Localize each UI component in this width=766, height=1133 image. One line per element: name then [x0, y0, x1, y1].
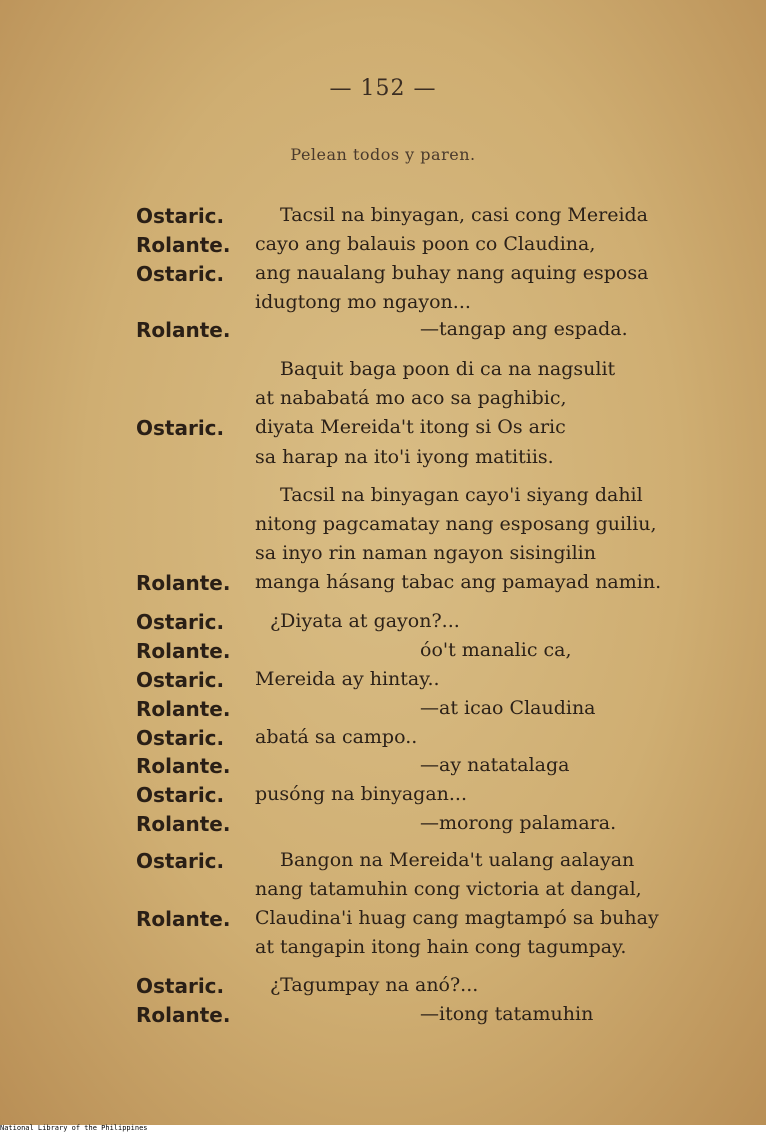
- speaker-name: Rolante.: [136, 1003, 231, 1027]
- dialogue-line: [0, 754, 766, 784]
- speaker-name: Ostaric.: [136, 849, 225, 873]
- dialogue-line: [0, 571, 766, 601]
- speaker-name: Ostaric.: [136, 974, 225, 998]
- speaker-name: Ostaric.: [136, 610, 225, 634]
- speaker-name: Rolante.: [136, 754, 231, 778]
- verse-text: diyata Mereida't itong si Os aric: [255, 416, 566, 438]
- dialogue-line: [0, 936, 766, 966]
- verse-text: pusóng na binyagan...: [255, 783, 468, 805]
- page-number: — 152 —: [329, 76, 437, 101]
- verse-text: abatá sa campo..: [255, 726, 418, 748]
- verse-text: Baquit baga poon di ca na nagsulit: [280, 358, 616, 380]
- speaker-name: Ostaric.: [136, 783, 225, 807]
- dialogue-line: [0, 907, 766, 937]
- speaker-name: Rolante.: [136, 812, 231, 836]
- dialogue-line: [0, 639, 766, 669]
- speaker-name: Ostaric.: [136, 262, 225, 286]
- dialogue-line: [0, 974, 766, 1004]
- verse-text: at tangapin itong hain cong tagumpay.: [255, 936, 627, 958]
- dialogue-line: [0, 387, 766, 417]
- verse-text: sa inyo rin naman ngayon sisingilin: [255, 542, 596, 564]
- dialogue-line: [0, 416, 766, 446]
- verse-text: Tacsil na binyagan cayo'i siyang dahil: [280, 484, 643, 506]
- dialogue-line: [0, 484, 766, 514]
- dialogue-line: [0, 233, 766, 263]
- verse-text: at nababatá mo aco sa paghibic,: [255, 387, 567, 409]
- speaker-name: Ostaric.: [136, 416, 225, 440]
- dialogue-line: [0, 783, 766, 813]
- dialogue-line: [0, 812, 766, 842]
- verse-text: ¿Tagumpay na anó?...: [270, 974, 479, 996]
- dialogue-line: [0, 513, 766, 543]
- verse-text: —itong tatamuhin: [420, 1003, 594, 1025]
- dialogue-line: [0, 1003, 766, 1033]
- stage-direction: Pelean todos y paren.: [290, 145, 476, 164]
- speaker-name: Ostaric.: [136, 668, 225, 692]
- dialogue-line: [0, 668, 766, 698]
- verse-text: nitong pagcamatay nang esposang guiliu,: [255, 513, 657, 535]
- verse-text: sa harap na ito'i iyong matitiis.: [255, 446, 554, 468]
- verse-text: ang naualang buhay nang aquing esposa: [255, 262, 649, 284]
- verse-text: —tangap ang espada.: [420, 318, 628, 340]
- dialogue-line: [0, 878, 766, 908]
- dialogue-line: [0, 318, 766, 348]
- dialogue-line: [0, 610, 766, 640]
- verse-text: ¿Diyata at gayon?...: [270, 610, 460, 632]
- speaker-name: Rolante.: [136, 639, 231, 663]
- dialogue-line: [0, 291, 766, 321]
- speaker-name: Ostaric.: [136, 204, 225, 228]
- dialogue-line: [0, 542, 766, 572]
- dialogue-line: [0, 262, 766, 292]
- speaker-name: Rolante.: [136, 907, 231, 931]
- dialogue-line: [0, 697, 766, 727]
- speaker-name: Rolante.: [136, 697, 231, 721]
- verse-text: —at icao Claudina: [420, 697, 596, 719]
- verse-text: Bangon na Mereida't ualang aalayan: [280, 849, 635, 871]
- verse-text: manga hásang tabac ang pamayad namin.: [255, 571, 662, 593]
- speaker-name: Rolante.: [136, 233, 231, 257]
- verse-text: nang tatamuhin cong victoria at dangal,: [255, 878, 642, 900]
- speaker-name: Rolante.: [136, 318, 231, 342]
- verse-text: Mereida ay hintay..: [255, 668, 440, 690]
- dialogue-line: [0, 358, 766, 388]
- dialogue-line: [0, 849, 766, 879]
- dialogue-line: [0, 204, 766, 234]
- footer-bar: [0, 1125, 766, 1133]
- verse-text: idugtong mo ngayon...: [255, 291, 471, 313]
- verse-text: Tacsil na binyagan, casi cong Mereida: [280, 204, 649, 226]
- verse-text: cayo ang balauis poon co Claudina,: [255, 233, 596, 255]
- dialogue-line: [0, 726, 766, 756]
- verse-text: —ay natatalaga: [420, 754, 570, 776]
- verse-text: óo't manalic ca,: [420, 639, 572, 661]
- footer-credit: National Library of the Philippines: [0, 1124, 148, 1132]
- dialogue-line: [0, 446, 766, 476]
- verse-text: —morong palamara.: [420, 812, 617, 834]
- speaker-name: Rolante.: [136, 571, 231, 595]
- verse-text: Claudina'i huag cang magtampó sa buhay: [255, 907, 659, 929]
- speaker-name: Ostaric.: [136, 726, 225, 750]
